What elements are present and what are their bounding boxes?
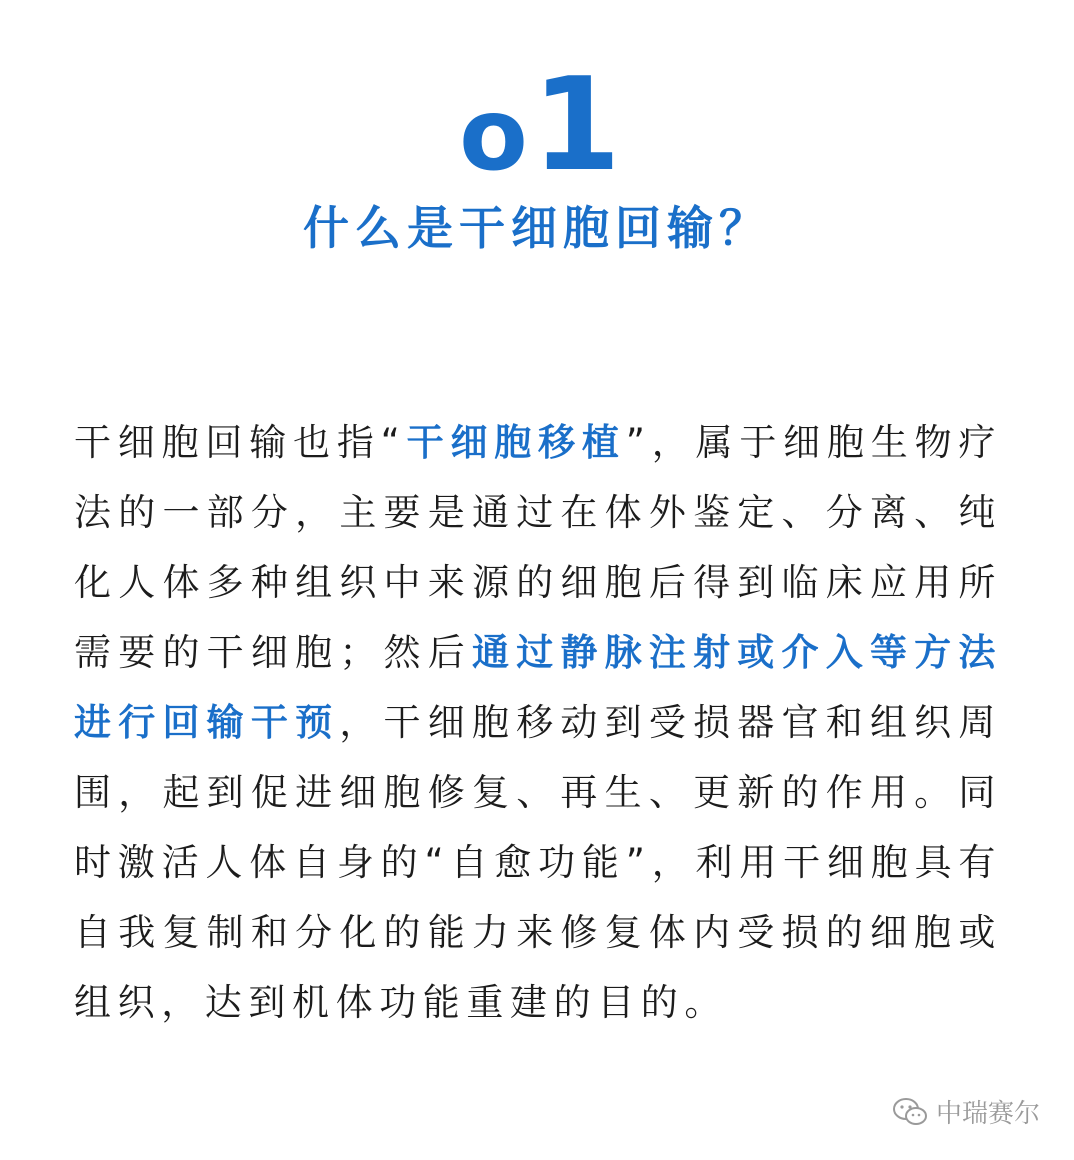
section-number	[0, 51, 1074, 200]
paragraph-segment: ”，属于细胞生物疗法的一部分，主要是通过在体外鉴定、分离、纯化人体多种组织中来源的细胞后得到临床应用所需要的干细胞；然后	[74, 421, 1002, 674]
wechat-icon	[892, 1097, 928, 1127]
section-number-prefix: o	[459, 76, 532, 193]
highlight-infusion-method: 通过静脉注射或介入等方法进行回输干预	[74, 631, 1002, 744]
section-title: 什么是干细胞回输？	[303, 201, 771, 255]
body-paragraph	[74, 408, 1002, 1038]
highlight-stem-cell-transplant: 干细胞移植	[406, 421, 626, 464]
watermark-text: 中瑞赛尔	[935, 1099, 1040, 1129]
paragraph-segment: 干细胞回输也指“	[74, 421, 407, 464]
section-number-digit: 1	[531, 51, 615, 200]
paragraph-segment: ，干细胞移动到受损器官和组织周围，起到促进细胞修复、再生、更新的作用。同时激活人体自身的“自愈功能”，利用干细胞具有自我复制和分化的能力来修复体内受损的细胞或组织，达到机体功能重建的目的。	[74, 701, 1003, 1024]
watermark	[892, 1093, 1040, 1130]
